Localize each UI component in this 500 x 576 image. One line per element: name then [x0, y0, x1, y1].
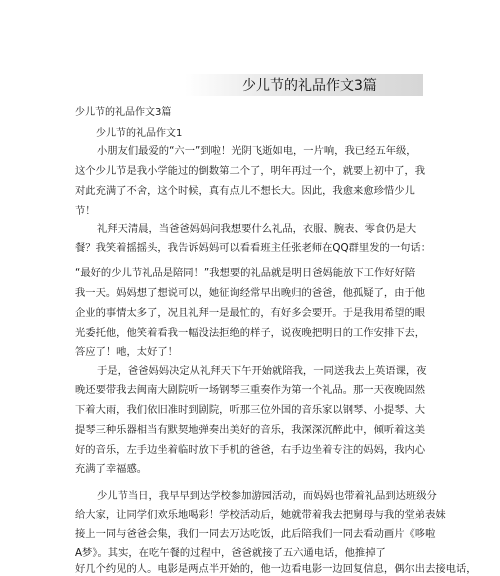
- text-line: A梦》。其实，在吃午餐的过程中，爸爸就接了五六通电话，他推掉了: [75, 547, 386, 559]
- text-line: 小朋友们最爱的“六一”到啦！光阴飞逝如电，一片响，我已经五年级，: [97, 145, 417, 157]
- text-line: 好几个约见的人。电影是两点半开始的，他一边看电影一边回复信息，偶尔出去接电话，: [75, 563, 477, 575]
- text-line: 我一天。妈妈想了想说可以，她征询经常早出晚归的爸爸，他孤疑了，由于他: [75, 287, 426, 299]
- text-line: 晚还要带我去闽南大剧院听一场钢琴三重奏作为第一个礼品。那一天夜晚固然: [75, 384, 426, 396]
- text-line: 答应了！吔，太好了！: [75, 346, 178, 358]
- text-line: 这个少儿节是我小学能过的倒数第二个了，明年再过一个，就要上初中了，我: [75, 165, 426, 177]
- text-line: 节！: [75, 205, 96, 217]
- text-line: 光委托他，他笑着看我一幅没法拒绝的样子，说夜晚把明日的工作安排下去，: [75, 327, 426, 339]
- text-line: 礼拜天清晨，当爸爸妈妈问我想要什么礼品，衣服、腕表、零食仍是大: [97, 223, 417, 235]
- text-line: 好的音乐，左手边坐着临时放下手机的爸爸，右手边坐着专注的妈妈，我内心: [75, 444, 426, 456]
- text-line: 充满了幸福感。: [75, 463, 148, 475]
- text-line: “最好的少儿节礼品是陪同！”我想要的礼品就是明日爸妈能放下工作好好陪: [75, 267, 416, 279]
- text-line: 下着大雨，我们依旧准时到剧院，听那三位外国的音乐家以钢琴、小提琴、大: [75, 404, 426, 416]
- text-line: 给大家，让同学们欢乐地喝彩！学校活动后，她就带着我去把舅母与我的堂弟表妹: [75, 509, 446, 521]
- text-line: 接上一同与爸爸会集，我们一同去万达吃饭，此后陪我们一同去看动画片《哆啦: [75, 528, 436, 540]
- text-line: 企业的事情太多了，况且礼拜一是最忙的，有好多会要开。于是我用希望的眼: [75, 307, 426, 319]
- text-line: 少儿节当日，我早早到达学校参加游园活动，而妈妈也带着礼品到达班级分: [97, 490, 437, 502]
- section-heading: 少儿节的礼品作文1: [96, 128, 183, 139]
- document-subtitle: 少儿节的礼品作文3篇: [75, 107, 172, 118]
- text-line: 于是，爸爸妈妈决定从礼拜天下午开始就陪我，一同送我去上英语课，夜: [97, 365, 427, 377]
- text-line: 对此充满了不舍，这个时候，真有点儿不想长大。因此，我愈来愈珍惜少儿: [75, 185, 415, 197]
- document-title: 少儿节的礼品作文3篇: [242, 78, 377, 94]
- text-line: 提琴三种乐器相当有默契地弹奏出美好的音乐，我深深沉醉此中，倾听着这美: [75, 424, 426, 436]
- text-line: 餐？我笑着摇摇头，我告诉妈妈可以看看班主任张老师在QQ群里发的一句话：: [75, 242, 432, 254]
